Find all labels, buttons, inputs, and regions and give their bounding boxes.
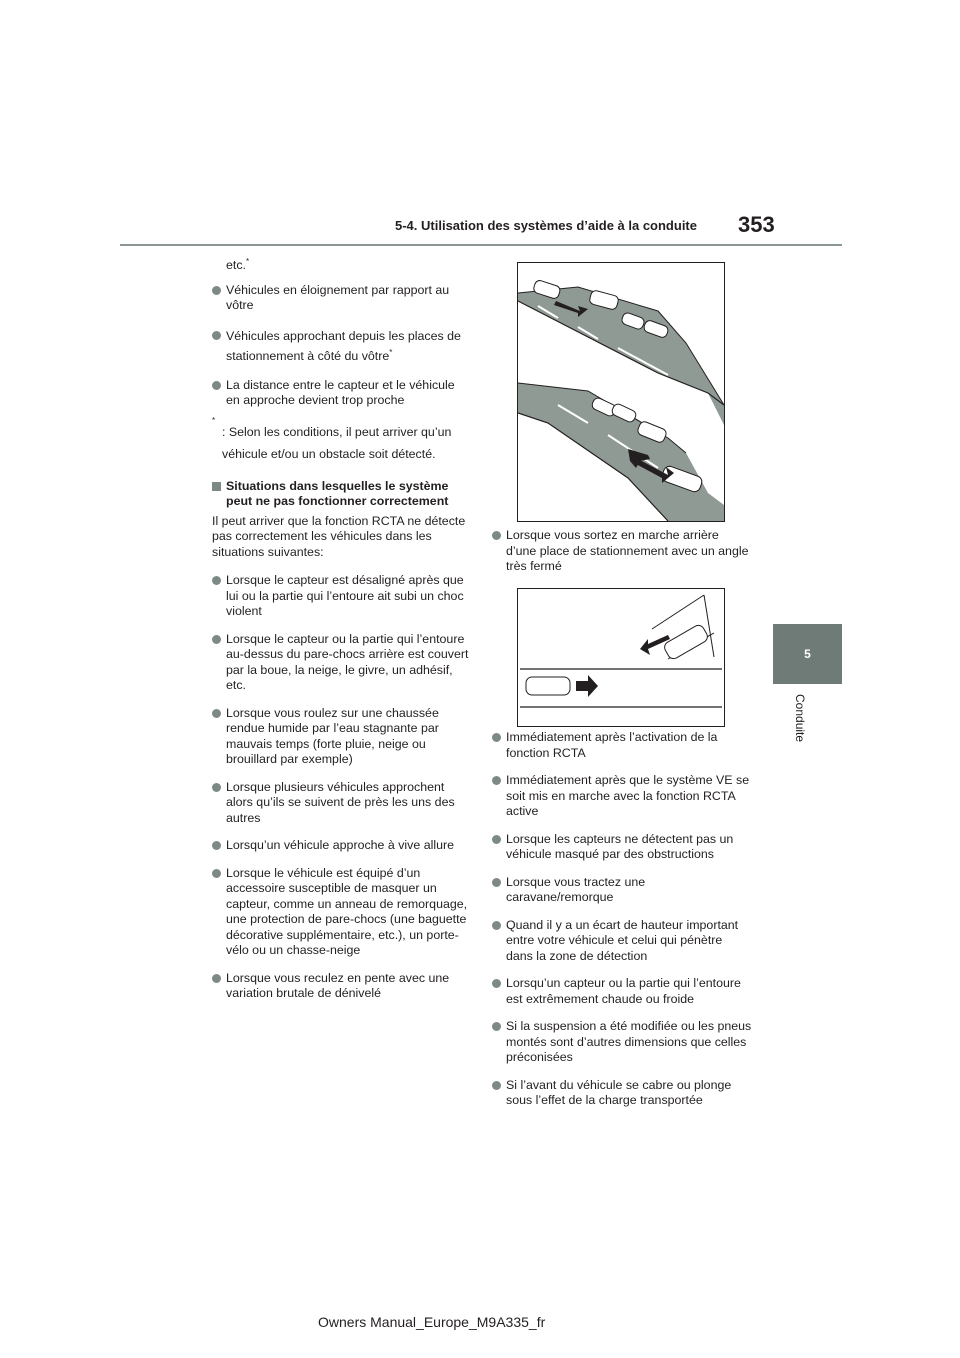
list-item: Lorsqu’un capteur ou la partie qui l’entoure est extrêmement chaude ou froide: [492, 976, 752, 1007]
footnote: * : Selon les conditions, il peut arriver qu’un véhicule et/ou un obstacle soit détecté.: [212, 415, 452, 461]
bullet-icon: [212, 635, 221, 644]
bullet-icon: [212, 783, 221, 792]
list-item: Lorsque vous reculez en pente avec une variation brutale de dénivelé: [212, 971, 470, 1002]
list-item: Lorsqu’un véhicule approche à vive allure: [212, 838, 470, 854]
bullet-icon: [492, 921, 501, 930]
list-item: Si l’avant du véhicule se cabre ou plonge sous l’effet de la charge transportée: [492, 1078, 752, 1109]
bullet-icon: [492, 878, 501, 887]
right-column: [492, 528, 752, 575]
list-item: Si la suspension a été modifiée ou les pneus montés sont d’autres dimensions que celles préconisées: [492, 1019, 752, 1066]
subheading: Situations dans lesquelles le système peut ne pas fonctionner correctement: [212, 479, 470, 510]
bullet-icon: [212, 841, 221, 850]
footer-text: Owners Manual_Europe_M9A335_fr: [318, 1314, 546, 1330]
bullet-icon: [212, 974, 221, 983]
bullet-icon: [492, 733, 501, 742]
bullet-icon: [212, 286, 221, 295]
list-item: Immédiatement après que le système VE se soit mis en marche avec la fonction RCTA active: [492, 773, 752, 820]
bullet-icon: [492, 1022, 501, 1031]
slope-parking-illustration: [517, 262, 725, 522]
header-divider: [120, 244, 842, 246]
car-icon: [526, 623, 710, 695]
chapter-label: Conduite: [793, 694, 807, 743]
list-item: Lorsque vous roulez sur une chaussée rendue humide par l’eau stagnante par mauvais temps (forte pluie, neige ou brouillard par exemple): [212, 706, 470, 768]
square-bullet-icon: [212, 482, 221, 491]
list-item: Immédiatement après l’activation de la fonction RCTA: [492, 730, 752, 761]
bullet-icon: [212, 331, 221, 340]
angled-parking-illustration: [517, 588, 725, 727]
list-item: Véhicules approchant depuis les places de stationnement à côté du vôtre*: [212, 326, 470, 366]
continuation-text: etc.*: [226, 256, 250, 272]
list-item: Lorsque les capteurs ne détectent pas un véhicule masqué par des obstructions: [492, 832, 752, 863]
arrow-icon: [576, 635, 670, 697]
list-item: Lorsque vous tractez une caravane/remorque: [492, 875, 752, 906]
chapter-number: 5: [804, 647, 811, 661]
list-item: Lorsque le capteur est désaligné après que lui ou la partie qui l’entoure ait subi un choc violent: [212, 573, 470, 620]
right-column-list: [492, 730, 752, 1121]
bullet-icon: [492, 776, 501, 785]
list-item: Lorsque le véhicule est équipé d’un accessoire susceptible de masquer un capteur, comme un anneau de remorquage, une protection de pare-chocs (une baguette décorative supplémentaire, etc.), un porte-vélo ou un chasse-neige: [212, 866, 470, 959]
section-title: 5-4. Utilisation des systèmes d’aide à la conduite: [395, 218, 697, 233]
bullet-icon: [212, 869, 221, 878]
chapter-tab[interactable]: [773, 624, 842, 684]
bullet-icon: [212, 576, 221, 585]
bullet-icon: [212, 709, 221, 718]
list-item: La distance entre le capteur et le véhicule en approche devient trop proche: [212, 378, 470, 409]
list-item: Lorsque plusieurs véhicules approchent alors qu’ils se suivent de près les uns des autres: [212, 780, 470, 827]
page-number: 353: [738, 212, 775, 237]
bullet-icon: [492, 1081, 501, 1090]
left-column: [212, 258, 470, 1014]
intro-paragraph: Il peut arriver que la fonction RCTA ne détecte pas correctement les véhicules dans les situations suivantes:: [212, 513, 466, 559]
bullet-icon: [212, 381, 221, 390]
list-item: Lorsque vous sortez en marche arrière d’une place de stationnement avec un angle très fermé: [492, 528, 752, 575]
lower-road-shape: [518, 383, 724, 521]
bullet-icon: [492, 835, 501, 844]
list-item: Véhicules en éloignement par rapport au vôtre: [212, 283, 470, 314]
list-item: Quand il y a un écart de hauteur important entre votre véhicule et celui qui pénètre dans la zone de détection: [492, 918, 752, 965]
list-item: Lorsque le capteur ou la partie qui l’entoure au-dessus du pare-chocs arrière est couvert par la boue, la neige, le givre, un adhésif, etc.: [212, 632, 470, 694]
bullet-icon: [492, 979, 501, 988]
bullet-icon: [492, 531, 501, 540]
